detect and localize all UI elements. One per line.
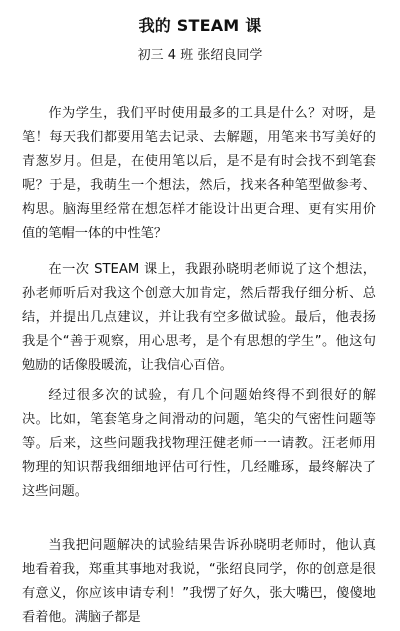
paragraph-2: 在一次 STEAM 课上，我跟孙晓明老师说了这个想法，孙老师听后对我这个创意大加肯定，然后帮我仔细分析、总结，并提出几点建议，并让我有空多做试验。最后，他表扬我是个“善于观察，用心思考，是个有思想的学生”。他这句勉励的话像股暖流，让我信心百倍。 (22, 262, 376, 373)
paragraph-4: 当我把问题解决的试验结果告诉孙晓明老师时，他认真地看着我，郑重其事地对我说，“张绍良同学，你的创意是很有意义，你应该申请专利！”我愣了好久，张大嘴巴，傻傻地看着他。满脑子都是 (22, 538, 376, 625)
document-title: 我的 STEAM 课 (138, 16, 262, 35)
paragraph-1: 作为学生，我们平时使用最多的工具是什么？对呀，是笔！每天我们都要用笔去记录、去解题，用笔来书写美好的青葱岁月。但是，在使用笔以后，是不是有时会找不到笔套呢？于是，我萌生一个想法，然后，找来各种笔型做参考、构思。脑海里经常在想怎样才能设计出更合理、更有实用价值的笔帽一体的中性笔？ (22, 106, 376, 241)
author-byline: 初三 4 班 张绍良同学 (137, 48, 263, 63)
paragraph-3: 经过很多次的试验，有几个问题始终得不到很好的解决。比如，笔套笔身之间滑动的问题，笔尖的气密性问题等等。后来，这些问题我找物理汪健老师一一请教。汪老师用物理的知识帮我细细地评估可行性，几经雕琢，最终解决了这些问题。 (22, 388, 376, 499)
